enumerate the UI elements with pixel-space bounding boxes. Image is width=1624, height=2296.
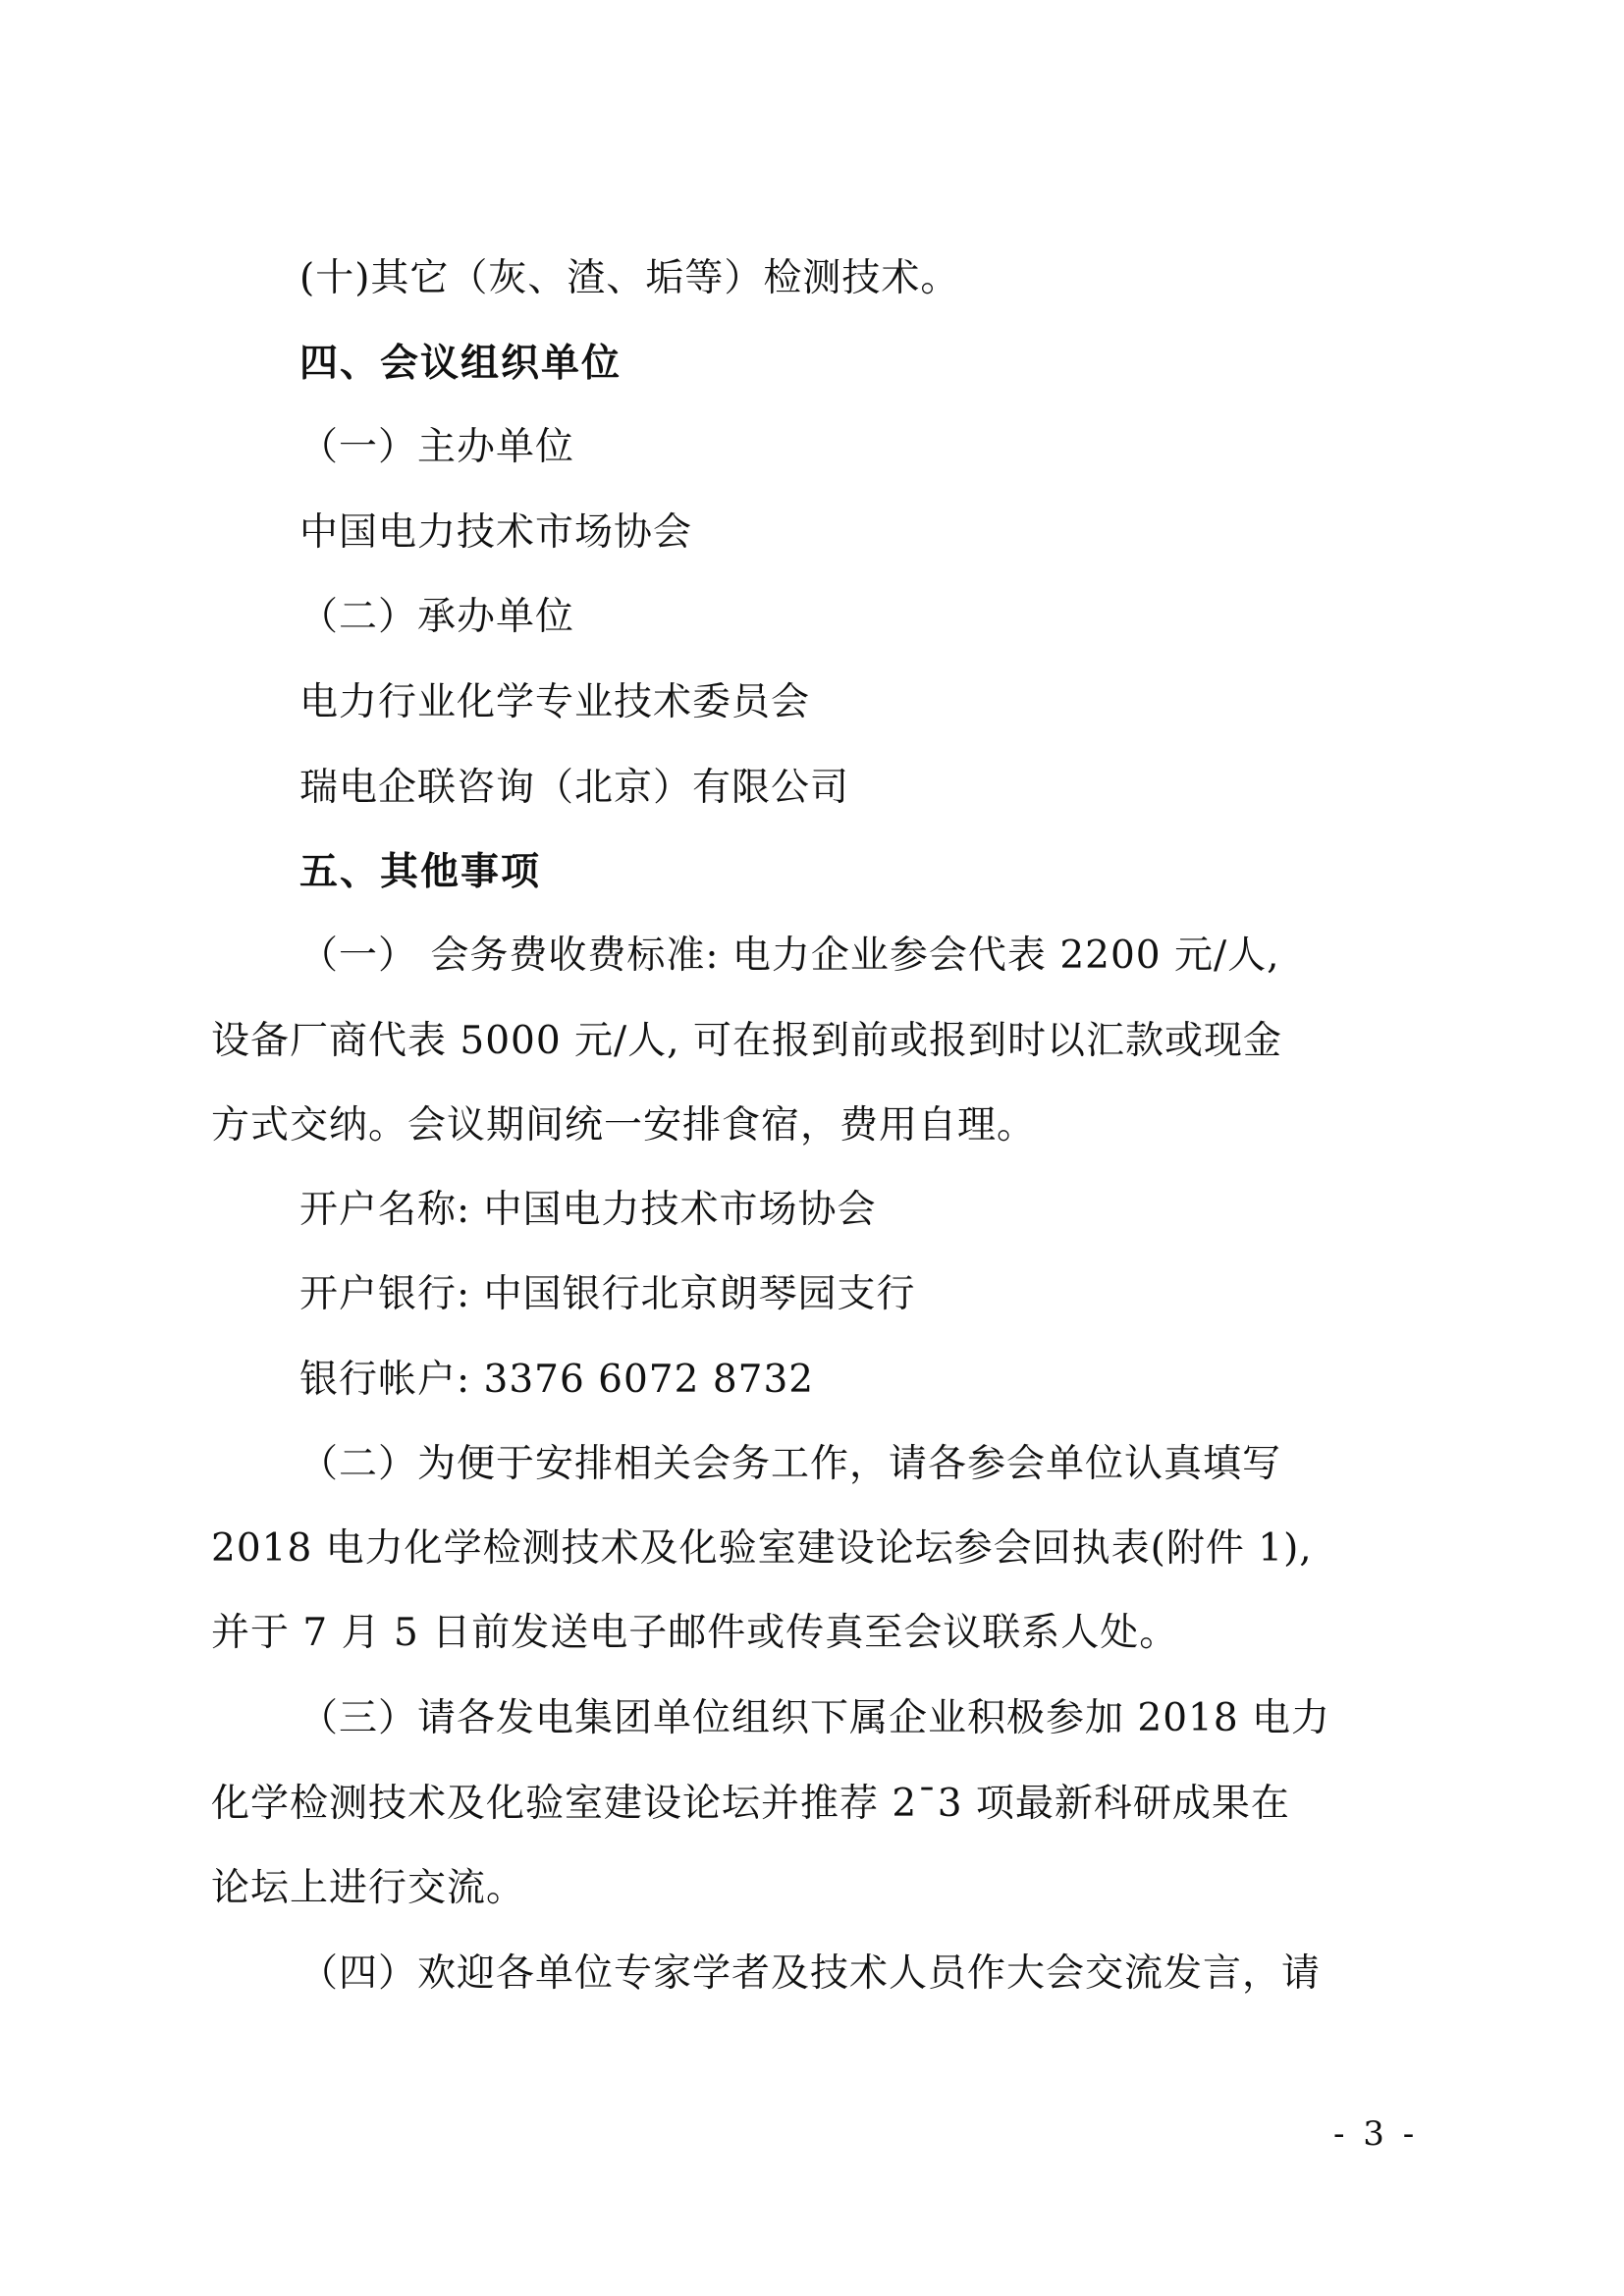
bank-account-number: 银行帐户: 3376 6072 8732 (299, 1358, 815, 1402)
page-number: - 3 - (1333, 2114, 1419, 2154)
subheading-host-unit: （一）主办单位 (299, 425, 575, 469)
paragraph-groups-line-1: （三）请各发电集团单位组织下属企业积极参加 2018 电力 (299, 1696, 1331, 1740)
paragraph-speakers-line-1: （四）欢迎各单位专家学者及技术人员作大会交流发言，请 (299, 1951, 1322, 1996)
paragraph-fee-line-3: 方式交纳。会议期间统一安排食宿，费用自理。 (211, 1103, 1037, 1148)
paragraph-registration-line-3: 并于 7 月 5 日前发送电子邮件或传真至会议联系人处。 (211, 1611, 1179, 1655)
paragraph-groups-line-3: 论坛上进行交流。 (211, 1866, 526, 1910)
account-name: 开户名称: 中国电力技术市场协会 (299, 1188, 877, 1232)
subheading-organizer-unit: （二）承办单位 (299, 595, 575, 639)
paragraph-fee-line-1: （一） 会务费收费标准: 电力企业参会代表 2200 元/人, (299, 934, 1280, 978)
item-ten-other-detection: (十)其它（灰、渣、垢等）检测技术。 (299, 256, 960, 300)
paragraph-registration-line-2: 2018 电力化学检测技术及化验室建设论坛参会回执表(附件 1), (211, 1526, 1313, 1571)
account-bank: 开户银行: 中国银行北京朗琴园支行 (299, 1272, 916, 1316)
section-heading-organizers: 四、会议组织单位 (299, 342, 623, 386)
paragraph-fee-line-2: 设备厂商代表 5000 元/人, 可在报到前或报到时以汇款或现金 (211, 1019, 1282, 1063)
section-heading-other-matters: 五、其他事项 (299, 850, 542, 894)
paragraph-groups-line-2: 化学检测技术及化验室建设论坛并推荐 2¯3 项最新科研成果在 (211, 1782, 1290, 1826)
paragraph-registration-line-1: （二）为便于安排相关会务工作，请各参会单位认真填写 (299, 1442, 1282, 1486)
organizer-unit-name-1: 电力行业化学专业技术委员会 (299, 680, 811, 724)
organizer-unit-name-2: 瑞电企联咨询（北京）有限公司 (299, 766, 850, 810)
host-unit-name: 中国电力技术市场协会 (299, 510, 693, 555)
